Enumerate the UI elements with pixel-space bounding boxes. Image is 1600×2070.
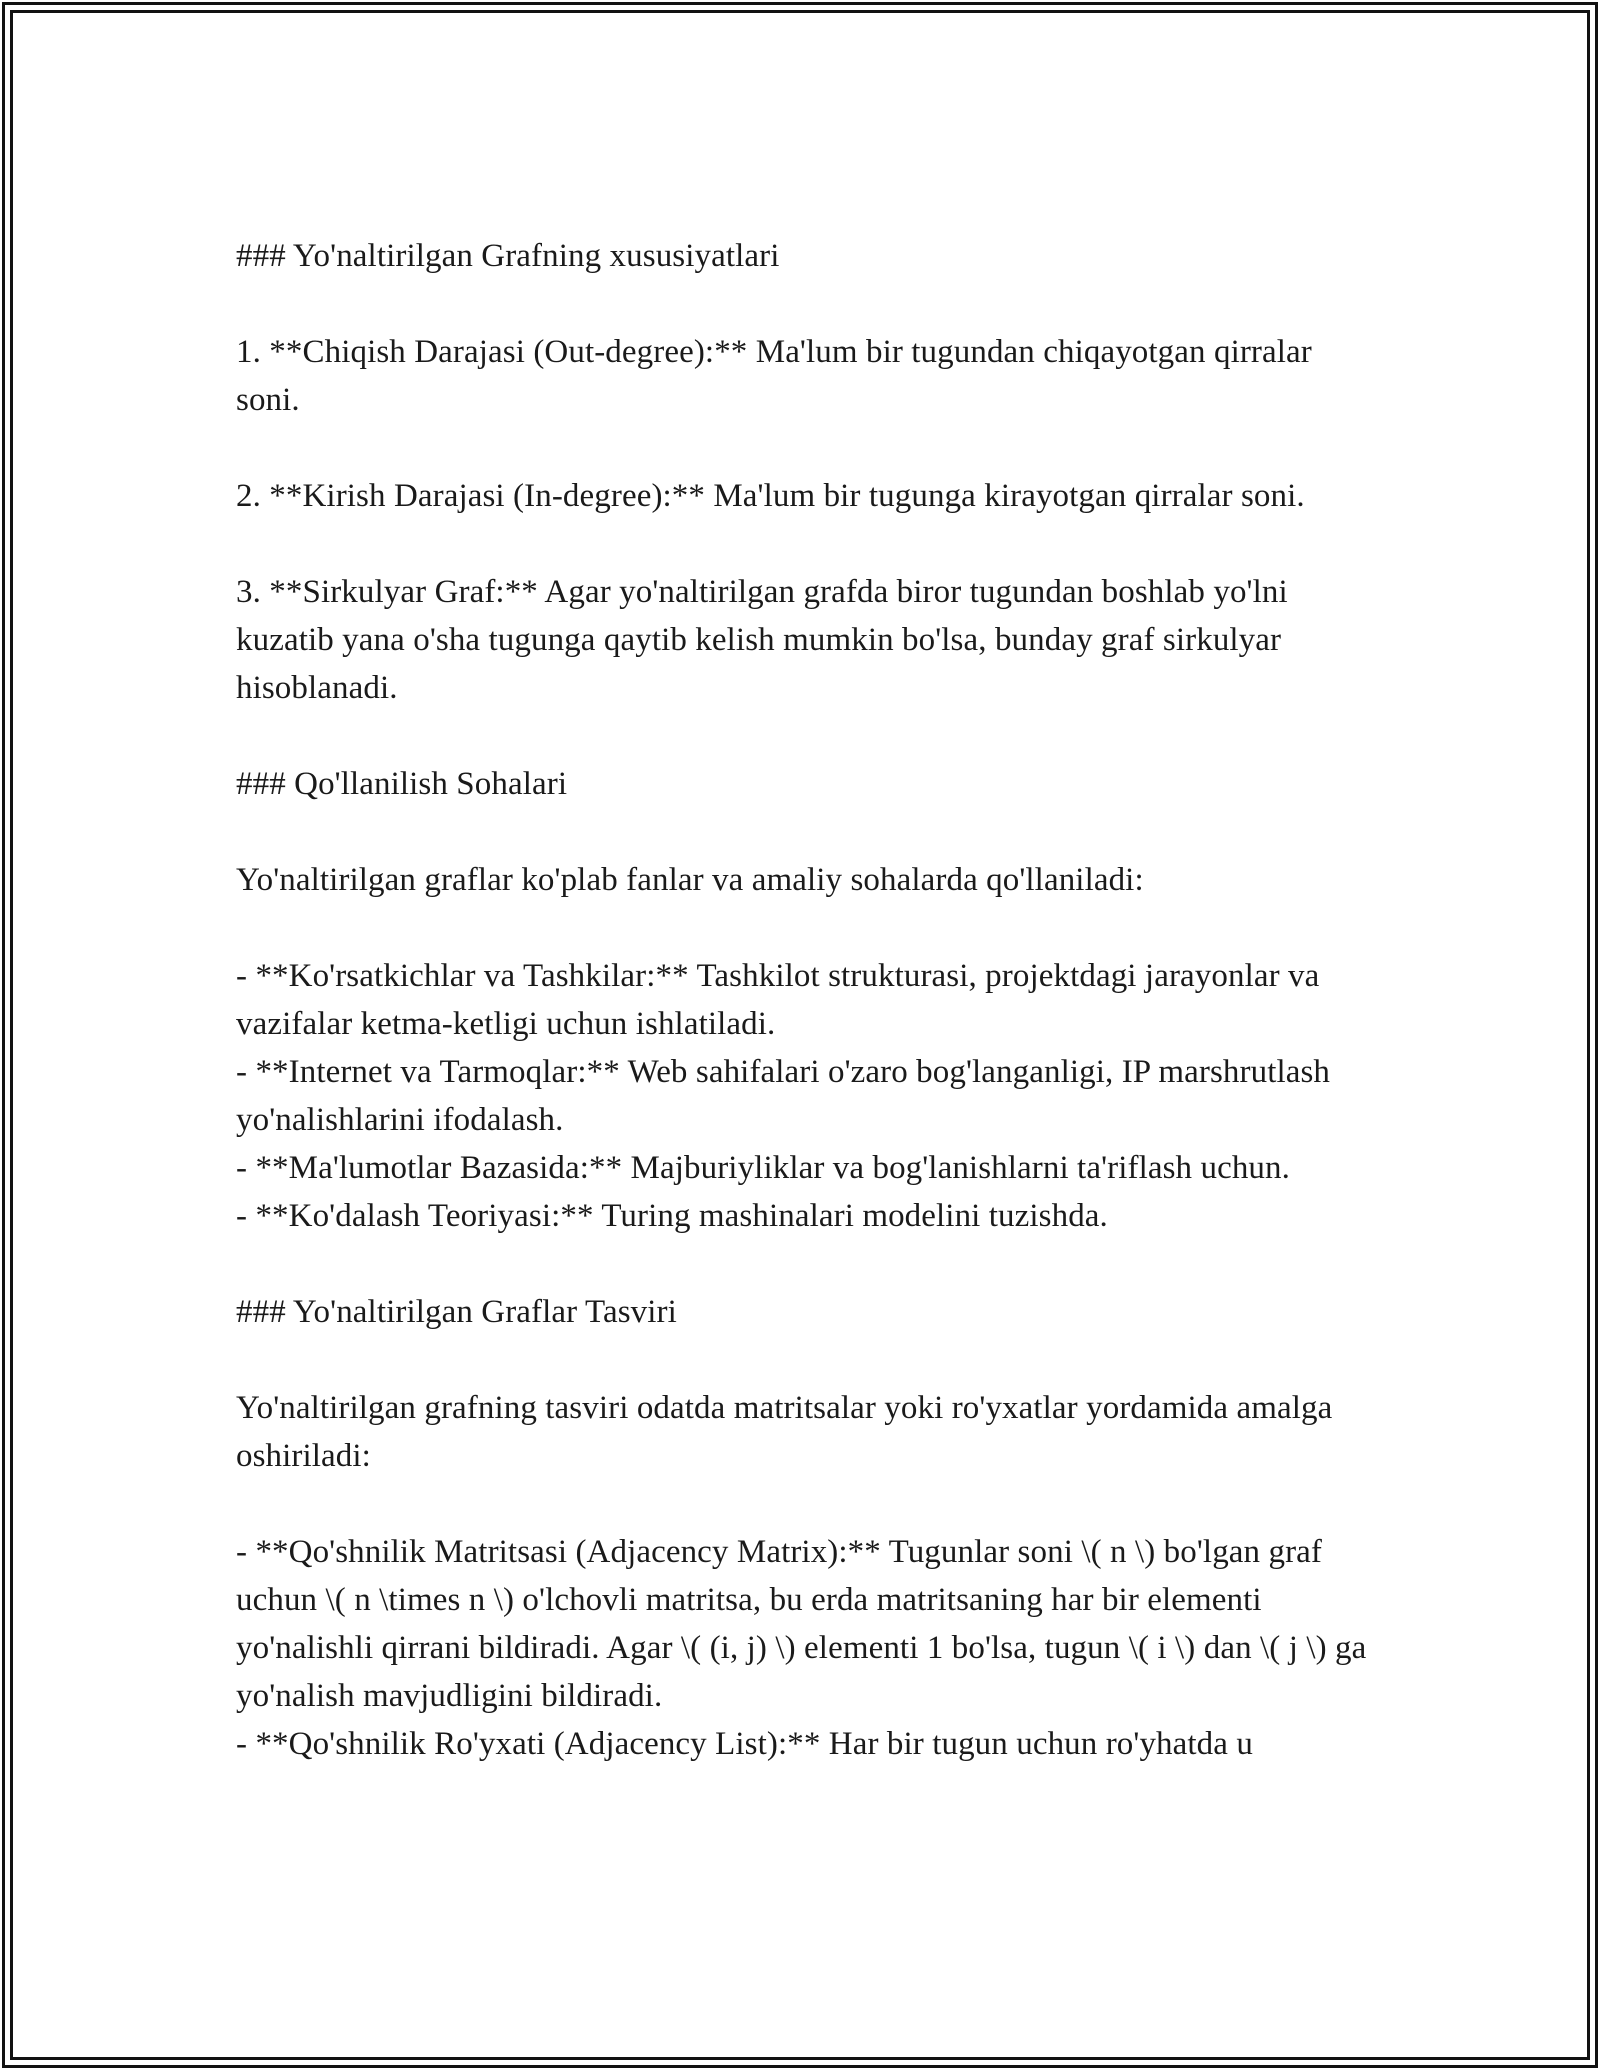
document-body [236, 232, 1376, 1768]
bullet-item: - **Internet va Tarmoqlar:** Web sahifalari o'zaro bog'langanligi, IP marshrutlash yo'nalishlarini ifodalash. [236, 1054, 1331, 1138]
paragraph: Yo'naltirilgan grafning tasviri odatda matritsalar yoki ro'yxatlar yordamida amalga oshiriladi: [236, 1390, 1333, 1474]
bullet-item: - **Ko'rsatkichlar va Tashkilar:** Tashkilot strukturasi, projektdagi jarayonlar va vazifalar ketma-ketligi uchun ishlatiladi. [236, 958, 1320, 1042]
bullet-item: - **Ko'dalash Teoriyasi:** Turing mashinalari modelini tuzishda. [236, 1198, 1108, 1234]
paragraph: Yo'naltirilgan graflar ko'plab fanlar va amaliy sohalarda qo'llaniladi: [236, 862, 1144, 898]
list-item: 1. **Chiqish Darajasi (Out-degree):** Ma'lum bir tugundan chiqayotgan qirralar soni. [236, 334, 1312, 418]
list-item: 3. **Sirkulyar Graf:** Agar yo'naltirilgan grafda biror tugundan boshlab yo'lni kuzatib yana o'sha tugunga qaytib kelish mumkin bo'lsa, bunday graf sirkulyar hisoblanadi. [236, 574, 1288, 706]
list-item: 2. **Kirish Darajasi (In-degree):** Ma'lum bir tugunga kirayotgan qirralar soni. [236, 478, 1305, 514]
bullet-item: - **Qo'shnilik Ro'yxati (Adjacency List):** Har bir tugun uchun ro'yhatda u [236, 1726, 1253, 1762]
bullet-item: - **Ma'lumotlar Bazasida:** Majburiyliklar va bog'lanishlarni ta'riflash uchun. [236, 1150, 1290, 1186]
section-heading: ### Yo'naltirilgan Grafning xususiyatlari [236, 238, 780, 274]
section-heading: ### Yo'naltirilgan Graflar Tasviri [236, 1294, 677, 1330]
bullet-item: - **Qo'shnilik Matritsasi (Adjacency Matrix):** Tugunlar soni \( n \) bo'lgan graf uchun \( n \times n \) o'lchovli matritsa, bu erda matritsaning har bir elementi yo'nalishli qirrani bildiradi. Agar \( (i, j) \) elementi 1 bo'lsa, tugun \( i \) dan \( j \) ga yo'nalish mavjudligini bildiradi. [236, 1534, 1367, 1714]
section-heading: ### Qo'llanilish Sohalari [236, 766, 568, 802]
